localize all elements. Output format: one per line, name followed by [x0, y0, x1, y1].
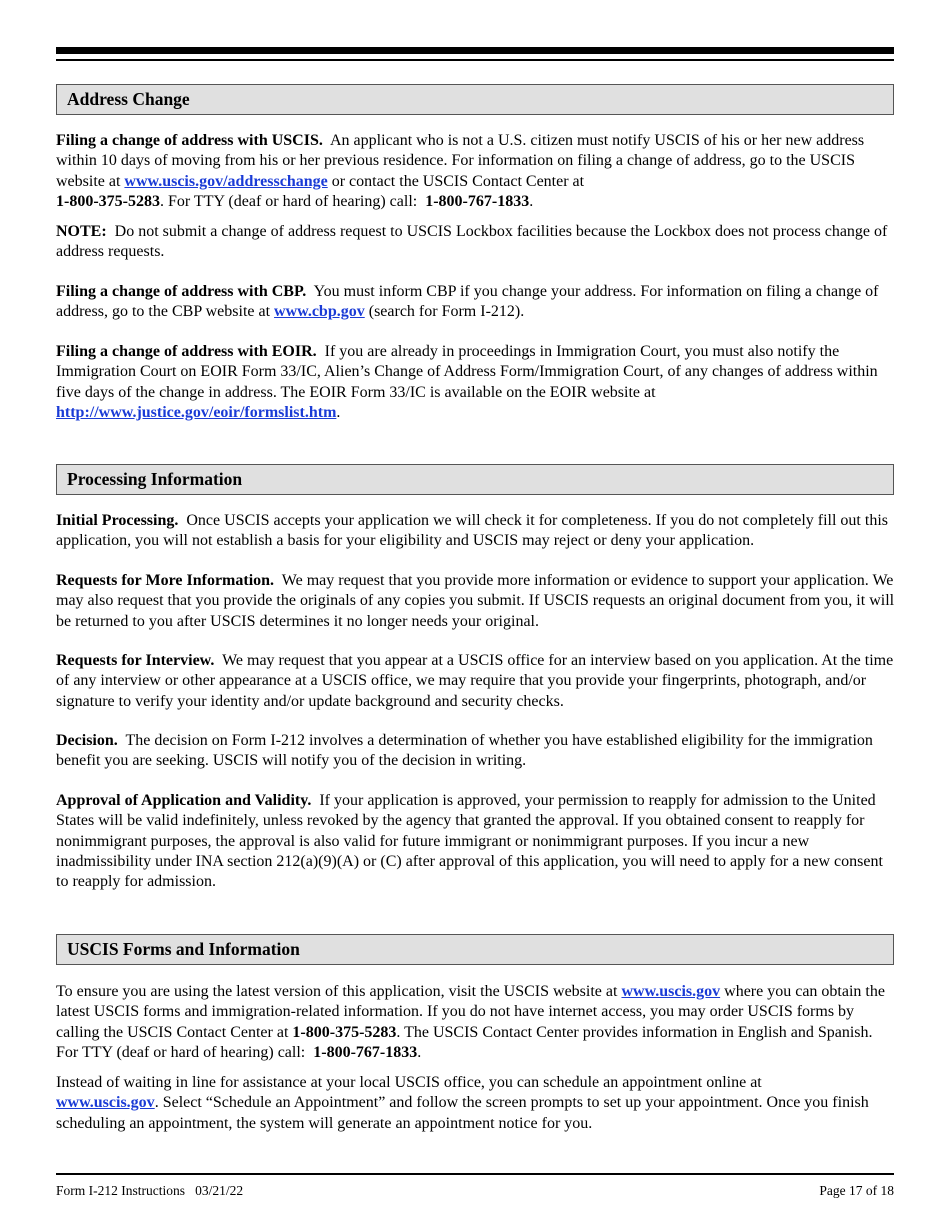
footer-form-label: Form I-212 Instructions 03/21/22 [56, 1183, 244, 1198]
paragraph-heading: Initial Processing. [56, 512, 179, 529]
paragraph-heading: Requests for More Information. [56, 572, 275, 589]
footer-page-number: Page 17 of 18 [819, 1183, 894, 1198]
tty-number: 1-800-767-1833 [313, 1043, 418, 1061]
tty-number: 1-800-767-1833 [425, 192, 530, 210]
paragraph-cbp-address: Filing a change of address with CBP. You must inform CBP if you change your address. For information on filing a change of address, go to the CBP website at www.cbp.gov (search for Form I-212). [56, 283, 879, 321]
link-uscis-appointment[interactable]: www.uscis.gov [56, 1094, 155, 1112]
link-uscis[interactable]: www.uscis.gov [621, 983, 721, 1000]
note-label: NOTE: [56, 223, 107, 240]
paragraph-initial-processing: Initial Processing. Once USCIS accepts your application we will check it for completeness. If you do not completely fill out this application, you will not establish a basis for your eligibility and USCIS may reject or deny your application. [56, 512, 888, 550]
paragraph-note: NOTE: Do not submit a change of address request to USCIS Lockbox facilities because the Lockbox does not process change of address requests. [56, 223, 888, 261]
link-eoir-formslist[interactable]: http://www.justice.gov/eoir/formslist.htm [56, 403, 337, 421]
paragraph-uscis-address: Filing a change of address with USCIS. An applicant who is not a U.S. citizen must notify USCIS of his or her new address within 10 days of moving from his or her previous residence. For information on filing a change of address, go to the USCIS website at www.uscis.gov/addresschange or contact the USCIS Contact Center at 1-800-375-5283. For TTY (deaf or hard of hearing) call: 1-800-767-1833. [56, 132, 865, 210]
phone-number: 1-800-375-5283 [56, 192, 160, 210]
phone-number: 1-800-375-5283 [292, 1023, 397, 1041]
paragraph-decision: Decision. The decision on Form I-212 involves a determination of whether you have established eligibility for the immigration benefit you are seeking. USCIS will notify you of the decision in writing. [56, 732, 873, 770]
header-rule-thin [56, 59, 894, 61]
paragraph-appointment: Instead of waiting in line for assistance at your local USCIS office, you can schedule an appointment online at www.uscis.gov. Select “Schedule an Appointment” and follow the screen prompts to set up your appointment. Once you finish scheduling an appointment, the system will generate an appointment notice for you. [56, 1074, 869, 1132]
paragraph-interview: Requests for Interview. We may request that you appear at a USCIS office for an interview based on you application. At the time of any interview or other appearance at a USCIS office, we may require that you provide your fingerprints, photograph, and/or signature to verify your identity and/or update background and security checks. [56, 652, 894, 710]
paragraph-approval: Approval of Application and Validity. If your application is approved, your permission to reapply for admission to the United States will be valid indefinitely, unless revoked by the agency that granted the approval. If you obtained consent to reapply for nonimmigrant purposes, the approval is also valid for future immigrant or nonimmigrant purposes. If you incur a new inadmissibility under INA section 212(a)(9)(A) or (C) after approval of this application, you will need to apply for a new consent to reapply for admission. [56, 792, 883, 891]
link-uscis-addresschange[interactable]: www.uscis.gov/addresschange [124, 172, 328, 190]
paragraph-heading: Decision. [56, 732, 118, 749]
paragraph-heading: Approval of Application and Validity. [56, 792, 312, 809]
paragraph-forms-info: To ensure you are using the latest version of this application, visit the USCIS website at www.uscis.gov where you can obtain the latest USCIS forms and immigration-related information. If you do not have internet access, you may order USCIS forms by calling the USCIS Contact Center at 1-800-375-5283. The USCIS Contact Center provides information in English and Spanish. For TTY (deaf or hard of hearing) call: 1-800-767-1833. [56, 983, 885, 1061]
link-cbp[interactable]: www.cbp.gov [274, 303, 365, 321]
header-rule-thick [56, 47, 894, 54]
paragraph-heading: Requests for Interview. [56, 652, 215, 669]
paragraph-heading: Filing a change of address with USCIS. [56, 132, 323, 149]
footer-rule [56, 1173, 894, 1175]
paragraph-eoir-address: Filing a change of address with EOIR. If you are already in proceedings in Immigration Court, you must also notify the Immigration Court on EOIR Form 33/IC, Alien’s Change of Address Form/Immigration Court, of any changes of address within five days of the change in address. The EOIR Form 33/IC is available on the EOIR website at http://www.justice.gov/eoir/formslist.htm. [56, 343, 878, 421]
section-heading-address-change: Address Change [56, 84, 894, 115]
section-heading-processing: Processing Information [56, 464, 894, 495]
paragraph-heading: Filing a change of address with CBP. [56, 283, 307, 300]
paragraph-heading: Filing a change of address with EOIR. [56, 343, 317, 360]
paragraph-more-information: Requests for More Information. We may request that you provide more information or evidence to support your application. We may also request that you provide the originals of any copies you submit. If USCIS requests an original document from you, it will be returned to you after USCIS determines it no longer needs your original. [56, 572, 895, 630]
section-heading-forms-info: USCIS Forms and Information [56, 934, 894, 965]
